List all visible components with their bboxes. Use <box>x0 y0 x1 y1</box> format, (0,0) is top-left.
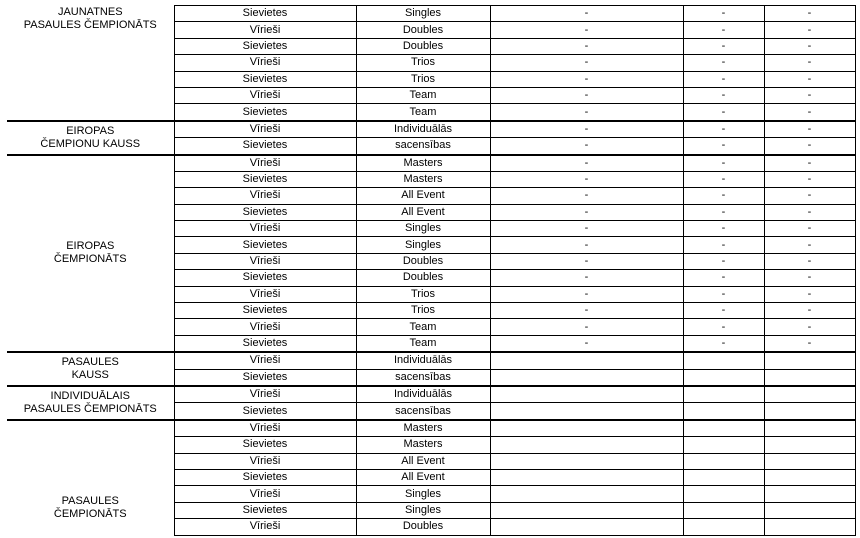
competition-name-line: PASAULES <box>61 495 119 507</box>
gender-cell: Vīrieši <box>174 386 356 403</box>
event-cell: Masters <box>356 155 490 172</box>
result-cell: - <box>683 303 764 319</box>
result-cell <box>764 519 855 535</box>
table-row <box>7 420 855 437</box>
result-cell <box>683 469 764 485</box>
gender-cell: Sievietes <box>174 335 356 352</box>
result-cell: - <box>683 171 764 187</box>
result-cell: - <box>683 71 764 87</box>
result-cell: - <box>490 104 683 121</box>
event-cell: Doubles <box>356 38 490 54</box>
event-cell: Team <box>356 319 490 335</box>
gender-cell: Sievietes <box>174 270 356 286</box>
result-cell <box>490 352 683 369</box>
result-cell <box>490 386 683 403</box>
result-cell <box>683 502 764 518</box>
result-cell: - <box>764 171 855 187</box>
table-row <box>7 386 855 403</box>
competition-name <box>7 121 174 155</box>
gender-cell: Vīrieši <box>174 188 356 204</box>
event-cell: Singles <box>356 221 490 237</box>
event-cell: Singles <box>356 237 490 253</box>
result-cell: - <box>683 22 764 38</box>
result-cell: - <box>490 253 683 269</box>
event-cell: Masters <box>356 437 490 453</box>
gender-cell: Vīrieši <box>174 22 356 38</box>
gender-cell: Vīrieši <box>174 155 356 172</box>
event-cell: Team <box>356 104 490 121</box>
gender-cell: Vīrieši <box>174 519 356 535</box>
result-cell: - <box>490 335 683 352</box>
result-cell: - <box>683 270 764 286</box>
event-cell: All Event <box>356 469 490 485</box>
event-cell: All Event <box>356 453 490 469</box>
result-cell <box>764 386 855 403</box>
result-cell <box>683 519 764 535</box>
event-cell: Singles <box>356 486 490 502</box>
result-cell <box>764 502 855 518</box>
gender-cell: Vīrieši <box>174 352 356 369</box>
result-cell: - <box>490 38 683 54</box>
result-cell: - <box>764 319 855 335</box>
result-cell <box>683 403 764 420</box>
gender-cell: Sievietes <box>174 171 356 187</box>
result-cell: - <box>490 71 683 87</box>
result-cell: - <box>764 87 855 103</box>
result-cell: - <box>683 55 764 71</box>
result-cell: - <box>490 204 683 220</box>
gender-cell: Sievietes <box>174 138 356 155</box>
result-cell: - <box>683 253 764 269</box>
result-cell: - <box>764 22 855 38</box>
result-cell: - <box>764 303 855 319</box>
result-cell: - <box>764 138 855 155</box>
event-cell: Individuālās <box>356 352 490 369</box>
table-row <box>7 155 855 172</box>
result-cell <box>683 369 764 386</box>
event-cell: Singles <box>356 6 490 22</box>
result-cell <box>764 420 855 437</box>
result-cell <box>490 502 683 518</box>
gender-cell: Sievietes <box>174 104 356 121</box>
result-cell <box>683 420 764 437</box>
result-cell: - <box>490 286 683 302</box>
result-cell: - <box>683 121 764 138</box>
gender-cell: Sievietes <box>174 38 356 54</box>
competition-name-line: ČEMPIONĀTS <box>53 508 127 520</box>
competition-name <box>7 386 174 420</box>
event-cell: Individuālās <box>356 386 490 403</box>
competition-name <box>7 352 174 386</box>
result-cell: - <box>764 6 855 22</box>
competition-name <box>7 155 174 353</box>
result-cell: - <box>764 253 855 269</box>
event-cell: Masters <box>356 420 490 437</box>
result-cell: - <box>764 155 855 172</box>
event-cell: Team <box>356 87 490 103</box>
competition-name-line: PASAULES ČEMPIONĀTS <box>23 18 157 31</box>
result-cell: - <box>683 204 764 220</box>
result-cell: - <box>683 38 764 54</box>
gender-cell: Sievietes <box>174 204 356 220</box>
result-cell: - <box>683 286 764 302</box>
event-cell: Masters <box>356 171 490 187</box>
result-cell: - <box>764 71 855 87</box>
result-cell: - <box>490 221 683 237</box>
result-cell: - <box>683 237 764 253</box>
competition-name-line: PASAULES ČEMPIONĀTS <box>23 402 157 415</box>
result-cell: - <box>490 55 683 71</box>
competition-name-line: ČEMPIONĀTS <box>53 253 127 266</box>
result-cell <box>490 403 683 420</box>
result-cell: - <box>683 104 764 121</box>
result-cell: - <box>764 121 855 138</box>
result-cell: - <box>764 286 855 302</box>
event-cell: Trios <box>356 286 490 302</box>
table-row <box>7 352 855 369</box>
result-cell <box>764 352 855 369</box>
event-cell: sacensības <box>356 403 490 420</box>
result-cell: - <box>490 22 683 38</box>
result-cell <box>764 369 855 386</box>
event-cell: Trios <box>356 303 490 319</box>
competition-name <box>7 6 174 121</box>
event-cell: Doubles <box>356 22 490 38</box>
competition-name-line: EIROPAS <box>66 124 115 137</box>
result-cell <box>490 369 683 386</box>
result-cell <box>490 437 683 453</box>
result-cell <box>764 403 855 420</box>
gender-cell: Vīrieši <box>174 486 356 502</box>
result-cell: - <box>490 138 683 155</box>
event-cell: All Event <box>356 204 490 220</box>
result-cell <box>490 486 683 502</box>
result-cell: - <box>490 171 683 187</box>
result-cell: - <box>683 138 764 155</box>
gender-cell: Vīrieši <box>174 420 356 437</box>
table-row <box>7 121 855 138</box>
result-cell: - <box>764 55 855 71</box>
table-row <box>7 6 855 22</box>
result-cell: - <box>764 221 855 237</box>
event-cell: Singles <box>356 502 490 518</box>
gender-cell: Vīrieši <box>174 319 356 335</box>
event-cell: Individuālās <box>356 121 490 138</box>
result-cell <box>683 453 764 469</box>
result-cell: - <box>764 237 855 253</box>
event-cell: sacensības <box>356 369 490 386</box>
result-cell: - <box>683 335 764 352</box>
event-cell: Team <box>356 335 490 352</box>
result-cell <box>490 519 683 535</box>
gender-cell: Sievietes <box>174 303 356 319</box>
gender-cell: Sievietes <box>174 369 356 386</box>
result-cell: - <box>764 335 855 352</box>
event-cell: Doubles <box>356 253 490 269</box>
competition-name-line: ČEMPIONU KAUSS <box>40 137 141 150</box>
gender-cell: Vīrieši <box>174 87 356 103</box>
result-cell: - <box>490 270 683 286</box>
result-cell: - <box>490 6 683 22</box>
gender-cell: Sievietes <box>174 437 356 453</box>
result-cell: - <box>490 121 683 138</box>
competition-name-line: KAUSS <box>71 369 109 382</box>
result-cell <box>683 486 764 502</box>
result-cell: - <box>490 188 683 204</box>
result-cell: - <box>683 155 764 172</box>
gender-cell: Sievietes <box>174 502 356 518</box>
result-cell: - <box>490 319 683 335</box>
result-cell: - <box>490 87 683 103</box>
competition-name-line: EIROPAS <box>66 240 115 253</box>
gender-cell: Vīrieši <box>174 286 356 302</box>
result-cell <box>764 469 855 485</box>
event-cell: Trios <box>356 55 490 71</box>
result-cell: - <box>764 188 855 204</box>
gender-cell: Sievietes <box>174 71 356 87</box>
result-cell <box>764 486 855 502</box>
competition-name-line: INDIVIDUĀLAIS <box>50 389 130 402</box>
result-cell: - <box>683 221 764 237</box>
result-cell: - <box>490 155 683 172</box>
gender-cell: Vīrieši <box>174 253 356 269</box>
result-cell: - <box>683 6 764 22</box>
competition-name-line: JAUNATNES <box>57 5 123 18</box>
result-cell <box>764 437 855 453</box>
result-cell: - <box>683 188 764 204</box>
result-cell <box>683 386 764 403</box>
result-cell: - <box>683 319 764 335</box>
gender-cell: Vīrieši <box>174 453 356 469</box>
gender-cell: Sievietes <box>174 6 356 22</box>
result-cell: - <box>764 104 855 121</box>
gender-cell: Sievietes <box>174 469 356 485</box>
gender-cell: Sievietes <box>174 403 356 420</box>
result-cell <box>490 420 683 437</box>
event-cell: Doubles <box>356 519 490 535</box>
competition-name <box>7 420 174 535</box>
gender-cell: Sievietes <box>174 237 356 253</box>
event-cell: Doubles <box>356 270 490 286</box>
result-cell <box>490 469 683 485</box>
result-cell: - <box>764 38 855 54</box>
result-cell <box>490 453 683 469</box>
table-body <box>7 6 855 536</box>
competition-name-line: PASAULES <box>61 356 119 369</box>
result-cell <box>683 352 764 369</box>
result-cell: - <box>764 270 855 286</box>
result-cell: - <box>683 87 764 103</box>
championship-results-table <box>7 5 856 536</box>
result-cell: - <box>764 204 855 220</box>
event-cell: sacensības <box>356 138 490 155</box>
gender-cell: Vīrieši <box>174 55 356 71</box>
event-cell: Trios <box>356 71 490 87</box>
result-cell: - <box>490 303 683 319</box>
event-cell: All Event <box>356 188 490 204</box>
result-cell: - <box>490 237 683 253</box>
gender-cell: Vīrieši <box>174 221 356 237</box>
result-cell <box>683 437 764 453</box>
gender-cell: Vīrieši <box>174 121 356 138</box>
result-cell <box>764 453 855 469</box>
